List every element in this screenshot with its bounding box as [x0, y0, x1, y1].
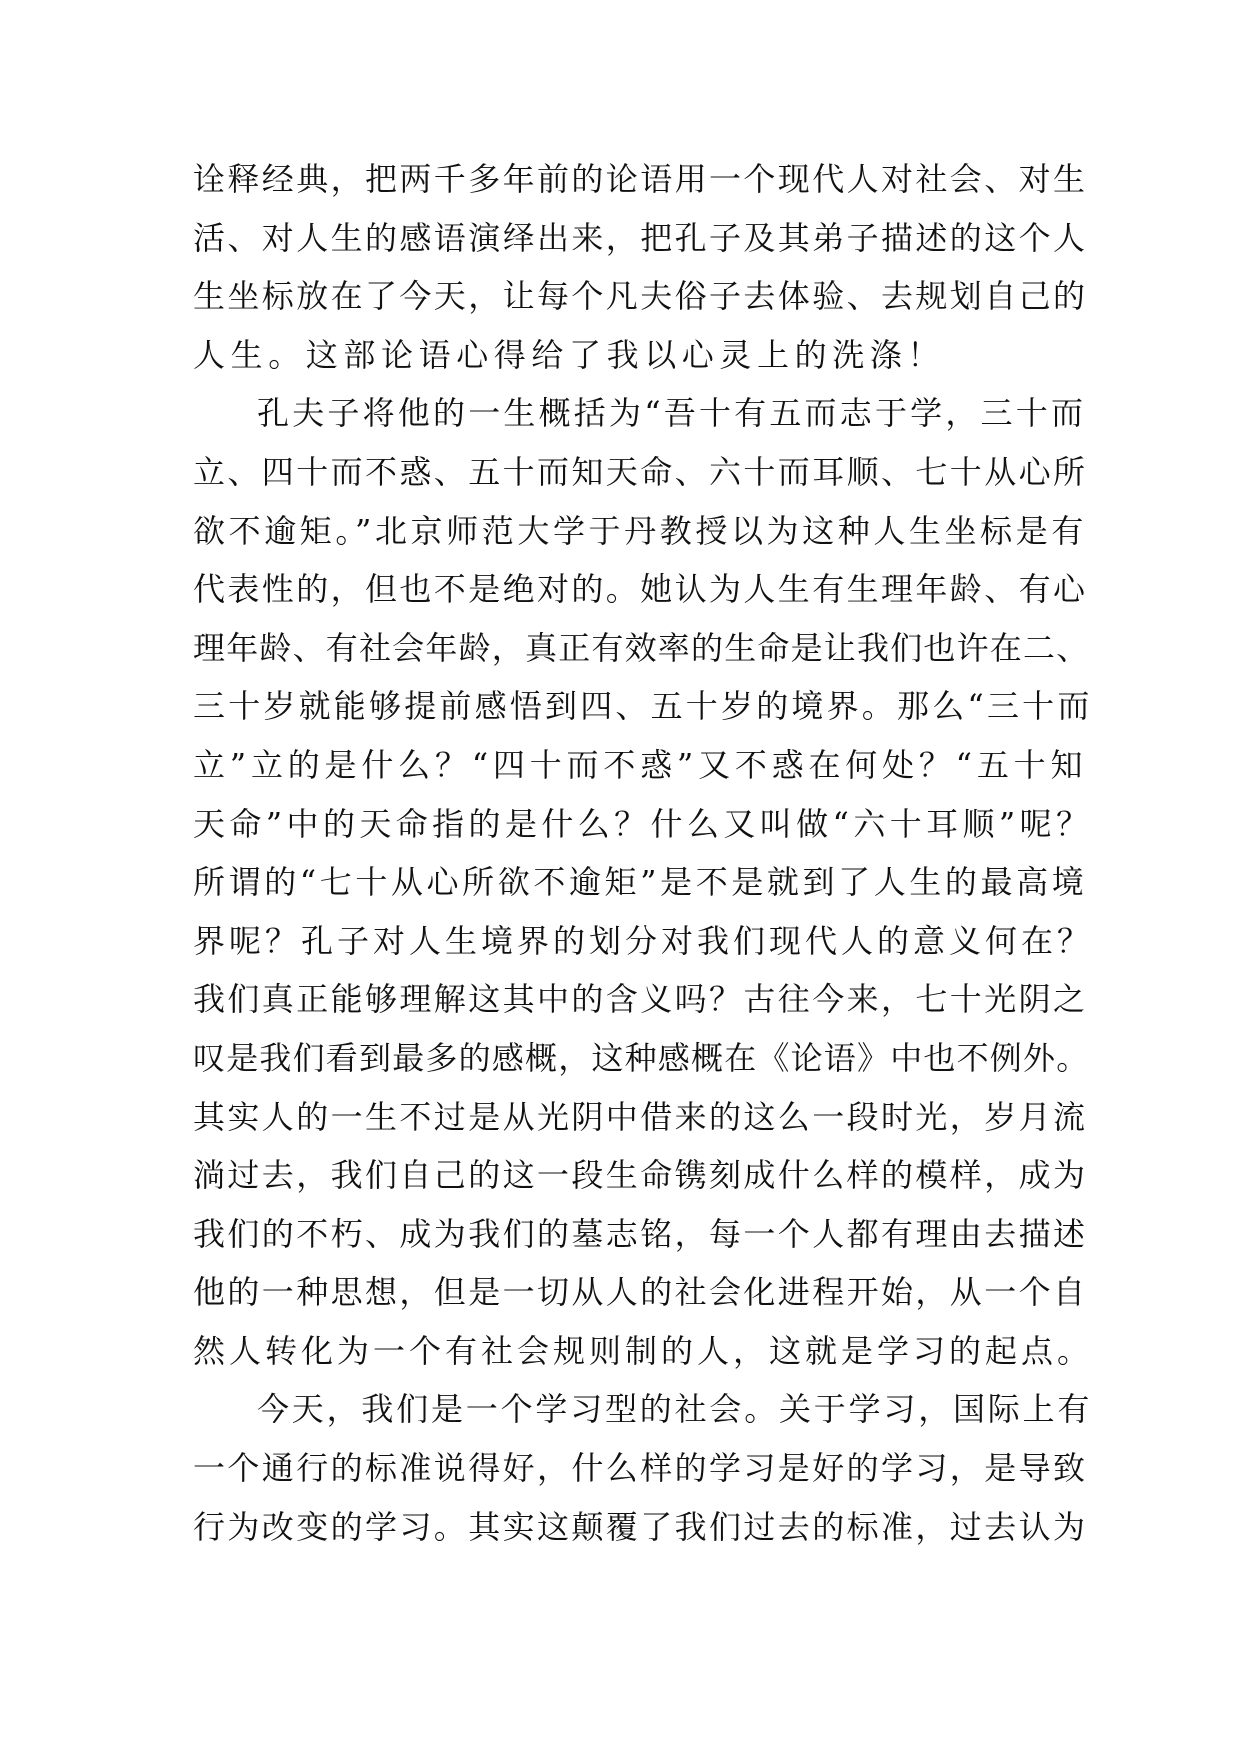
- text-line: 立”立的是什么？“四十而不惑”又不惑在何处？“五十知: [193, 745, 1088, 784]
- text-line: 我们的不朽、成为我们的墓志铭，每一个人都有理由去描述: [193, 1214, 1088, 1253]
- text-line: 一个通行的标准说得好，什么样的学习是好的学习，是导致: [193, 1449, 1088, 1488]
- text-line: 代表性的，但也不是绝对的。她认为人生有生理年龄、有心: [193, 570, 1088, 609]
- text-line: 我们真正能够理解这其中的含义吗？古往今来，七十光阴之: [193, 980, 1088, 1019]
- text-line: 界呢？孔子对人生境界的划分对我们现代人的意义何在？: [193, 921, 1094, 960]
- text-line: 叹是我们看到最多的感概，这种感概在《论语》中也不例外。: [193, 1038, 1090, 1077]
- text-line: 三十岁就能够提前感悟到四、五十岁的境界。那么“三十而: [193, 687, 1093, 726]
- text-line: 生坐标放在了今天，让每个凡夫俗子去体验、去规划自己的: [193, 277, 1088, 316]
- body-text: [193, 150, 1093, 1556]
- paragraph-3: [193, 1380, 1093, 1556]
- text-line: 其实人的一生不过是从光阴中借来的这么一段时光，岁月流: [193, 1097, 1088, 1136]
- text-line: 立、四十而不惑、五十而知天命、六十而耳顺、七十从心所: [193, 452, 1088, 491]
- paragraph-2: [193, 384, 1093, 1380]
- text-line: 天命”中的天命指的是什么？什么又叫做“六十耳顺”呢？: [193, 804, 1093, 843]
- text-line: 行为改变的学习。其实这颠覆了我们过去的标准，过去认为: [193, 1507, 1088, 1546]
- text-line: 今天，我们是一个学习型的社会。关于学习，国际上有: [257, 1390, 1093, 1429]
- text-line: 他的一种思想，但是一切从人的社会化进程开始，从一个自: [193, 1273, 1088, 1312]
- text-line: 理年龄、有社会年龄，真正有效率的生命是让我们也许在二、: [193, 628, 1090, 667]
- text-line: 然人转化为一个有社会规则制的人，这就是学习的起点。: [193, 1331, 1094, 1370]
- text-line: 人生。这部论语心得给了我以心灵上的洗涤！: [193, 335, 946, 374]
- text-line: 诠释经典，把两千多年前的论语用一个现代人对社会、对生: [193, 160, 1088, 198]
- text-line: 欲不逾矩。”北京师范大学于丹教授以为这种人生坐标是有: [193, 511, 1087, 550]
- paragraph-1: [193, 150, 1093, 384]
- text-line: 孔夫子将他的一生概括为“吾十有五而志于学，三十而: [257, 394, 1087, 433]
- text-line: 淌过去，我们自己的这一段生命镌刻成什么样的模样，成为: [193, 1156, 1088, 1195]
- text-line: 活、对人生的感语演绎出来，把孔子及其弟子描述的这个人: [193, 218, 1088, 257]
- text-line: 所谓的“七十从心所欲不逾矩”是不是就到了人生的最高境: [193, 863, 1088, 902]
